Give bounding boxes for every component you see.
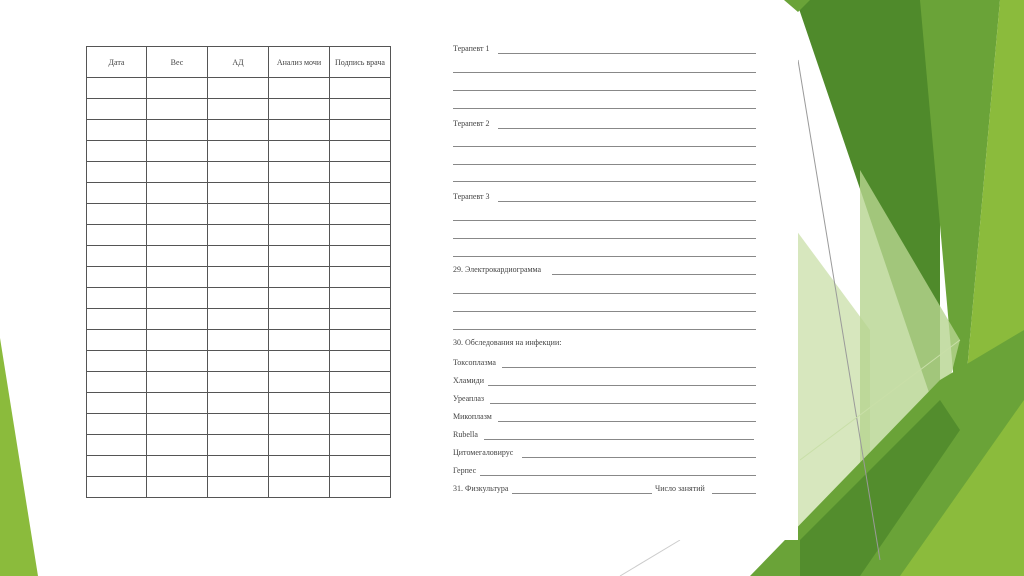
table-cell — [269, 309, 330, 330]
table-cell — [330, 393, 391, 414]
table-row — [87, 393, 391, 414]
table-cell — [208, 246, 269, 267]
table-row — [87, 267, 391, 288]
table-cell — [208, 393, 269, 414]
header-blood-pressure: АД — [208, 47, 269, 78]
thin-line — [620, 540, 680, 576]
table-cell — [87, 246, 147, 267]
table-cell — [269, 162, 330, 183]
table-cell — [330, 204, 391, 225]
table-cell — [147, 246, 208, 267]
table-row — [87, 120, 391, 141]
table-row — [87, 309, 391, 330]
table-cell — [208, 141, 269, 162]
table-row — [87, 99, 391, 120]
table-cell — [208, 162, 269, 183]
table-cell — [269, 246, 330, 267]
table-cell — [269, 183, 330, 204]
label-rubella: Rubella — [453, 430, 478, 439]
table-cell — [330, 162, 391, 183]
table-cell — [147, 330, 208, 351]
table-cell — [208, 372, 269, 393]
table-cell — [330, 372, 391, 393]
table-cell — [330, 435, 391, 456]
table-cell — [87, 99, 147, 120]
table-cell — [208, 288, 269, 309]
table-cell — [87, 477, 147, 498]
table-cell — [208, 204, 269, 225]
table-cell — [208, 330, 269, 351]
table-row — [87, 351, 391, 372]
table-cell — [330, 477, 391, 498]
table-cell — [208, 78, 269, 99]
table-cell — [87, 456, 147, 477]
table-cell — [208, 414, 269, 435]
table-cell — [87, 78, 147, 99]
table-cell — [147, 393, 208, 414]
table-cell — [269, 477, 330, 498]
table-cell — [269, 435, 330, 456]
table-cell — [330, 225, 391, 246]
table-cell — [208, 267, 269, 288]
table-cell — [147, 351, 208, 372]
table-cell — [147, 162, 208, 183]
label-ureaplasma: Уреаплаз — [453, 394, 485, 403]
table-cell — [269, 372, 330, 393]
table-cell — [87, 309, 147, 330]
table-cell — [269, 225, 330, 246]
label-physical-culture: 31. Физкультура — [453, 484, 509, 493]
table-cell — [208, 435, 269, 456]
table-row — [87, 246, 391, 267]
table-row — [87, 225, 391, 246]
table-cell — [330, 288, 391, 309]
table-cell — [208, 309, 269, 330]
table-cell — [87, 372, 147, 393]
table-cell — [269, 288, 330, 309]
table-cell — [330, 246, 391, 267]
table-cell — [147, 183, 208, 204]
table-cell — [330, 330, 391, 351]
table-cell — [147, 477, 208, 498]
label-therapist-1: Терапевт 1 — [453, 44, 490, 53]
table-cell — [147, 456, 208, 477]
table-cell — [147, 204, 208, 225]
label-therapist-3: Терапевт 3 — [453, 192, 490, 201]
table-row — [87, 477, 391, 498]
table-cell — [87, 162, 147, 183]
table-cell — [269, 267, 330, 288]
table-cell — [269, 330, 330, 351]
table-row — [87, 372, 391, 393]
table-cell — [147, 414, 208, 435]
table-row — [87, 435, 391, 456]
table-cell — [330, 141, 391, 162]
table-cell — [269, 414, 330, 435]
table-row — [87, 141, 391, 162]
header-urine-analysis: Анализ мочи — [269, 47, 330, 78]
table-body — [87, 78, 391, 498]
table-cell — [87, 183, 147, 204]
table-cell — [87, 288, 147, 309]
table-cell — [269, 393, 330, 414]
table-cell — [208, 120, 269, 141]
table-cell — [147, 267, 208, 288]
observation-table — [86, 46, 391, 498]
table-row — [87, 456, 391, 477]
table-cell — [147, 99, 208, 120]
table-row — [87, 78, 391, 99]
table-cell — [208, 456, 269, 477]
table-cell — [147, 288, 208, 309]
header-weight: Вес — [147, 47, 208, 78]
table-cell — [87, 267, 147, 288]
table-cell — [87, 120, 147, 141]
table-cell — [330, 120, 391, 141]
table-row — [87, 204, 391, 225]
table-cell — [269, 141, 330, 162]
table-cell — [269, 99, 330, 120]
table-cell — [330, 183, 391, 204]
table-cell — [269, 120, 330, 141]
label-cytomegalovirus: Цитомегаловирус — [453, 448, 514, 457]
table-cell — [147, 120, 208, 141]
table-cell — [269, 204, 330, 225]
table-cell — [208, 351, 269, 372]
table-row — [87, 330, 391, 351]
table-cell — [147, 309, 208, 330]
label-herpes: Герпес — [453, 466, 477, 475]
table-cell — [147, 78, 208, 99]
table-cell — [208, 477, 269, 498]
table-cell — [147, 372, 208, 393]
table-cell — [87, 393, 147, 414]
label-ecg: 29. Электрокардиограмма — [453, 265, 542, 274]
table-cell — [330, 414, 391, 435]
header-date: Дата — [87, 47, 147, 78]
table-cell — [87, 351, 147, 372]
label-chlamydia: Хламиди — [453, 376, 485, 385]
label-lesson-count: Число занятий — [655, 484, 705, 493]
table-cell — [269, 351, 330, 372]
table-cell — [330, 267, 391, 288]
table-row — [87, 288, 391, 309]
table-row — [87, 183, 391, 204]
table-cell — [87, 435, 147, 456]
table-cell — [208, 183, 269, 204]
table-cell — [269, 456, 330, 477]
table-cell — [147, 225, 208, 246]
table-cell — [87, 204, 147, 225]
table-cell — [208, 99, 269, 120]
table-cell — [87, 414, 147, 435]
table-cell — [147, 141, 208, 162]
table-cell — [87, 225, 147, 246]
table-header-row — [87, 47, 391, 78]
table-cell — [87, 141, 147, 162]
table-cell — [330, 351, 391, 372]
table-row — [87, 414, 391, 435]
header-doctor-signature: Подпись врача — [330, 47, 391, 78]
table-row — [87, 162, 391, 183]
table-cell — [330, 78, 391, 99]
left-green-triangle — [0, 338, 38, 576]
table-cell — [87, 330, 147, 351]
table-cell — [147, 435, 208, 456]
label-infections-title: 30. Обследования на инфекции: — [453, 338, 562, 347]
table-cell — [269, 78, 330, 99]
label-therapist-2: Терапевт 2 — [453, 119, 490, 128]
table-cell — [330, 309, 391, 330]
table-cell — [330, 456, 391, 477]
table-cell — [208, 225, 269, 246]
label-mycoplasma: Микоплазм — [453, 412, 492, 421]
table-cell — [330, 99, 391, 120]
label-toxoplasma: Токсоплазма — [453, 358, 496, 367]
